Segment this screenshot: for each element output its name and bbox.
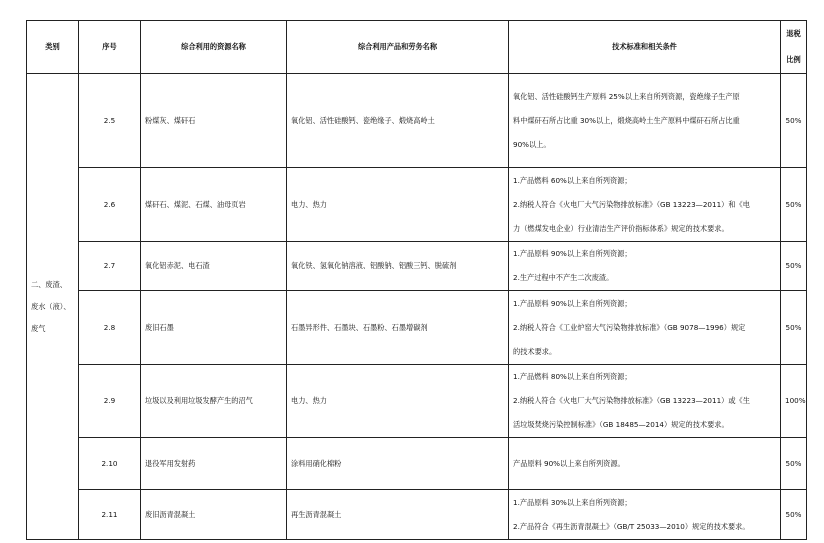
table-row [27,74,807,168]
ratio-cell: 50% [781,438,807,490]
ratio-cell: 50% [781,291,807,365]
category-line: 废水（液）、 [31,301,71,311]
condition-cell [509,365,781,438]
seq-cell: 2.11 [79,490,141,540]
ratio-cell: 50% [781,490,807,540]
condition-line: 90%以上。 [513,139,551,149]
condition-line: 的技术要求。 [513,346,557,356]
table-row [27,438,807,490]
condition-cell [509,291,781,365]
category-line: 废气 [31,323,46,333]
condition-line: 2.纳税人符合《火电厂大气污染物排放标准》（GB 13223—2011）和《电 [513,199,750,209]
category-cell [27,74,79,540]
resource-cell: 废旧石墨 [141,291,287,365]
product-cell: 电力、热力 [287,168,509,242]
condition-line: 活垃圾焚烧污染控制标准》（GB 18485—2014）规定的技术要求。 [513,420,729,429]
product-cell: 涂料用硝化棉粉 [287,438,509,490]
condition-line: 1.产品原料 90%以上来自所列资源； [513,298,632,308]
condition-line: 2.生产过程中不产生二次废渣。 [513,273,614,282]
condition-cell [509,168,781,242]
product-cell: 再生沥青混凝土 [287,490,509,540]
seq-cell: 2.7 [79,242,141,291]
header-ratio-line1: 退税 [786,29,801,38]
table-row [27,365,807,438]
seq-cell: 2.8 [79,291,141,365]
resource-cell: 粉煤灰、煤矸石 [141,74,287,168]
resource-cell: 煤矸石、煤泥、石煤、油母页岩 [141,168,287,242]
product-cell: 氧化铁、氢氧化钠溶液、铝酸钠、铝酸三钙、脱硫剂 [287,242,509,291]
condition-line: 2.纳税人符合《火电厂大气污染物排放标准》（GB 13223—2011）或《生 [513,396,750,405]
condition-cell [509,490,781,540]
condition-line: 1.产品燃料 80%以上来自所列资源； [513,372,632,381]
category-line: 二、废渣、 [31,279,67,289]
seq-cell: 2.9 [79,365,141,438]
condition-line: 2.纳税人符合《工业炉窑大气污染物排放标准》（GB 9078—1996）规定 [513,322,746,332]
condition-line: 产品原料 90%以上来自所列资源。 [513,458,625,468]
resource-cell: 退役军用发射药 [141,438,287,490]
table-row [27,168,807,242]
resource-cell: 垃圾以及利用垃圾发酵产生的沼气 [141,365,287,438]
header-standard: 技术标准和相关条件 [509,21,781,74]
header-ratio-line2: 比例 [786,55,801,64]
seq-cell: 2.10 [79,438,141,490]
condition-line: 1.产品原料 90%以上来自所列资源； [513,249,632,258]
product-cell: 氧化铝、活性硅酸钙、瓷绝缘子、煅烧高岭土 [287,74,509,168]
ratio-cell: 50% [781,242,807,291]
ratio-cell: 50% [781,168,807,242]
header-seq: 序号 [79,21,141,74]
product-cell: 电力、热力 [287,365,509,438]
policy-table [26,20,807,540]
condition-line: 料中煤矸石所占比重 30%以上，煅烧高岭土生产原料中煤矸石所占比重 [513,115,740,125]
condition-line: 1.产品燃料 60%以上来自所列资源； [513,175,632,185]
resource-cell: 废旧沥青混凝土 [141,490,287,540]
condition-line: 氧化铝、活性硅酸钙生产原料 25%以上来自所列资源，瓷绝缘子生产原 [513,91,740,101]
seq-cell: 2.5 [79,74,141,168]
ratio-cell: 50% [781,74,807,168]
table-row [27,291,807,365]
condition-line: 2.产品符合《再生沥青混凝土》（GB/T 25033—2010）规定的技术要求。 [513,521,750,531]
header-row [27,21,807,74]
resource-cell: 氧化铝赤泥、电石渣 [141,242,287,291]
table-row [27,242,807,291]
header-ratio [781,21,807,74]
condition-line: 1.产品原料 30%以上来自所列资源； [513,497,632,507]
condition-cell [509,438,781,490]
table-row [27,490,807,540]
condition-line: 力（燃煤发电企业）行业清洁生产评价指标体系》规定的技术要求。 [513,223,729,233]
product-cell: 石墨异形件、石墨块、石墨粉、石墨增碳剂 [287,291,509,365]
ratio-cell: 100% [781,365,807,438]
condition-cell [509,242,781,291]
header-product: 综合利用产品和劳务名称 [287,21,509,74]
header-resource: 综合利用的资源名称 [141,21,287,74]
header-category: 类别 [27,21,79,74]
seq-cell: 2.6 [79,168,141,242]
condition-cell [509,74,781,168]
